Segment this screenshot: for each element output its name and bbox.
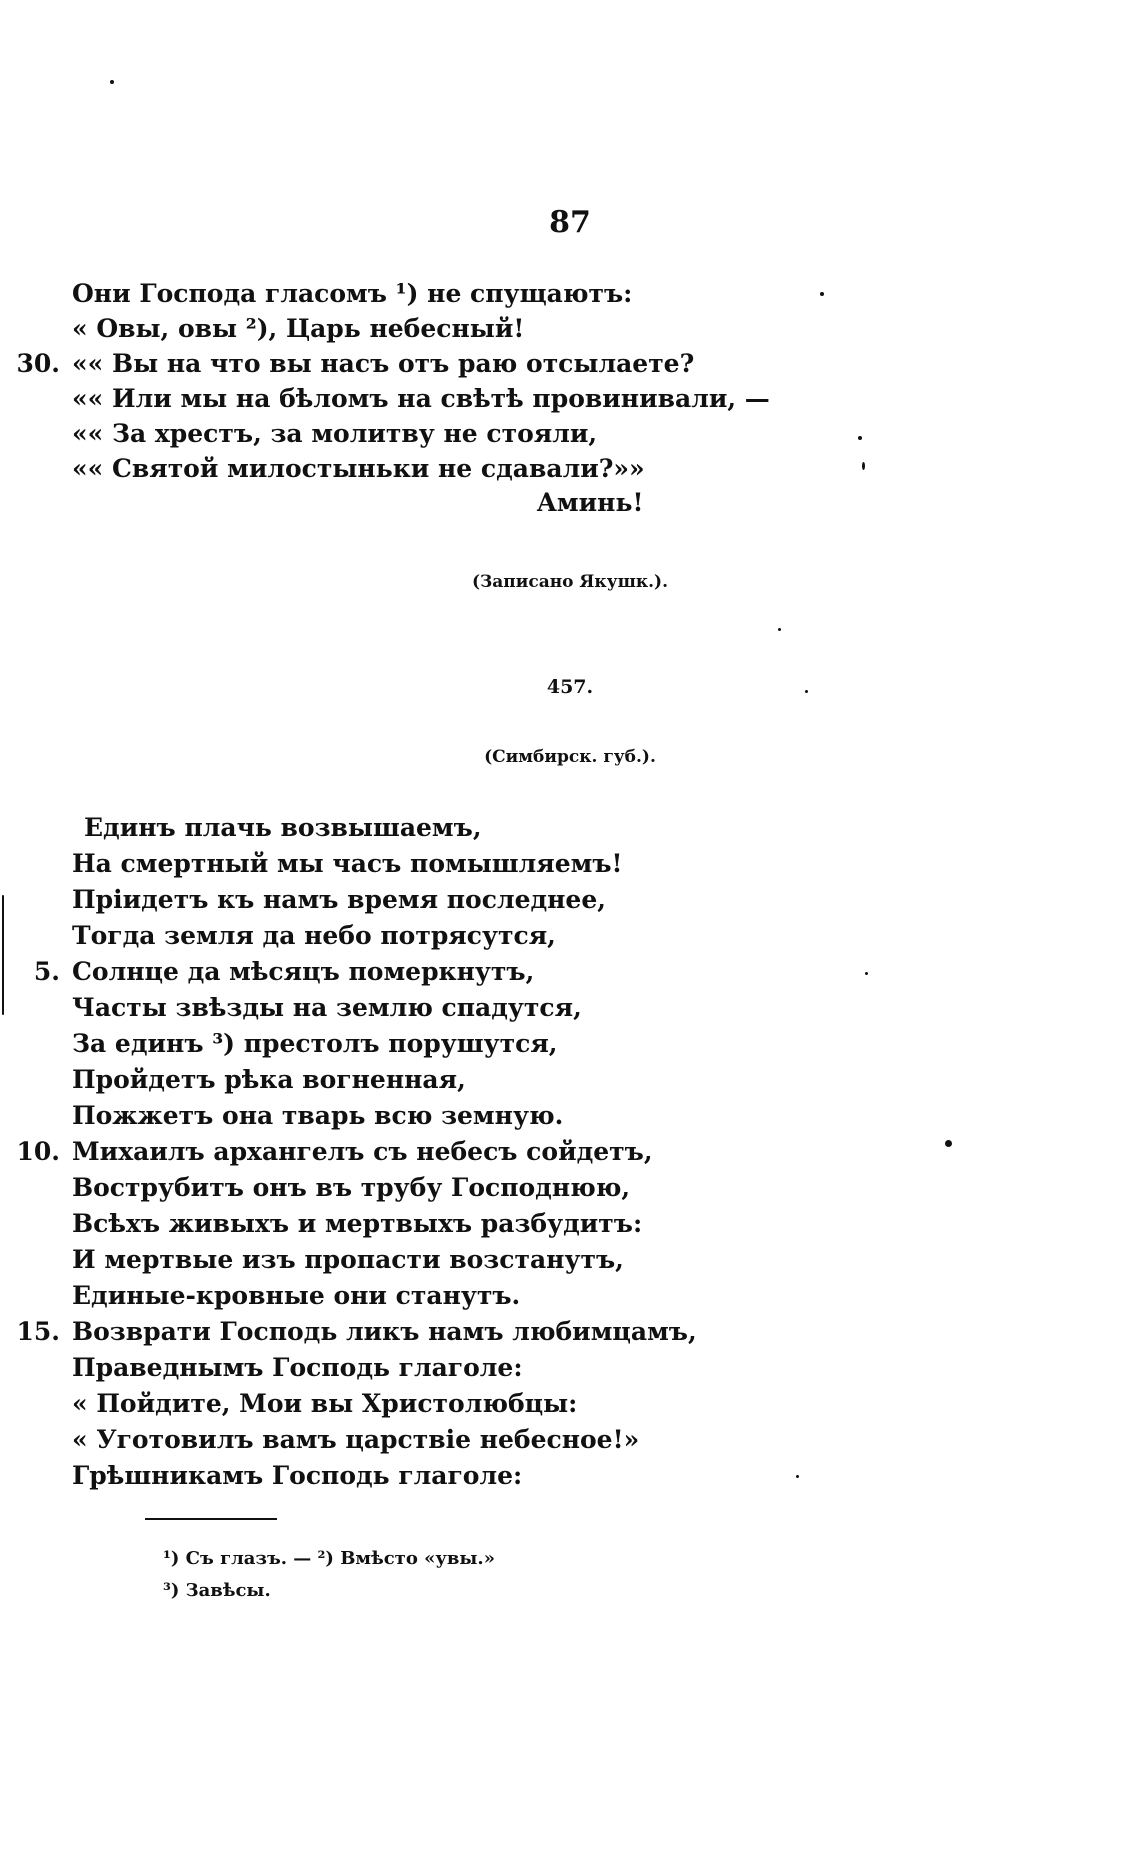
print-speck bbox=[796, 1475, 799, 1478]
verse-text: Пройдетъ рѣка вогненная, bbox=[72, 1065, 466, 1094]
print-speck bbox=[858, 436, 862, 440]
verse-text: Грѣшникамъ Господь глаголе: bbox=[72, 1461, 523, 1490]
line-number: 15. bbox=[16, 1317, 60, 1346]
verse-text: Пріидетъ къ намъ время последнее, bbox=[72, 885, 606, 914]
print-speck bbox=[945, 1140, 952, 1147]
verse-line bbox=[0, 810, 482, 846]
line-number: 10. bbox=[16, 1137, 60, 1166]
verse-text: И мертвые изъ пропасти возстанутъ, bbox=[72, 1245, 624, 1274]
verse-text: « Пойдите, Мои вы Христолюбцы: bbox=[72, 1389, 578, 1418]
verse-text: «« Вы на что вы насъ отъ раю отсылаете? bbox=[72, 349, 695, 378]
print-speck bbox=[865, 972, 868, 975]
verse-line bbox=[0, 1098, 563, 1134]
verse-line bbox=[0, 451, 645, 487]
verse-text: Вострубитъ онъ въ трубу Господнюю, bbox=[72, 1173, 631, 1202]
verse-text: Единые-кровные они станутъ. bbox=[72, 1281, 521, 1310]
line-number: 30. bbox=[16, 349, 60, 378]
verse-line bbox=[0, 1458, 522, 1494]
verse-line bbox=[0, 1134, 653, 1170]
margin-line bbox=[2, 895, 4, 1015]
verse-line bbox=[0, 1206, 642, 1242]
source-note: (Записано Якушк.). bbox=[471, 572, 668, 592]
verse-line bbox=[0, 1386, 577, 1422]
verse-text: «« Или мы на бѣломъ на свѣтѣ провинивали, — bbox=[72, 384, 770, 413]
verse-text: Всѣхъ живыхъ и мертвыхъ разбудитъ: bbox=[72, 1209, 643, 1238]
print-speck bbox=[805, 690, 808, 693]
verse-text: Пожжетъ она тварь всю земную. bbox=[72, 1101, 564, 1130]
verse-line bbox=[0, 990, 582, 1026]
print-speck bbox=[778, 628, 781, 631]
verse-line bbox=[0, 346, 694, 382]
verse-line bbox=[0, 1170, 630, 1206]
verse-line bbox=[0, 311, 524, 347]
verse-line bbox=[0, 1350, 523, 1386]
print-speck bbox=[862, 462, 865, 470]
province-note: (Симбирск. губ.). bbox=[484, 747, 656, 767]
verse-text: Праведнымъ Господь глаголе: bbox=[72, 1353, 523, 1382]
verse-text: «« Святой милостыньки не сдавали?»» bbox=[72, 454, 645, 483]
verse-line bbox=[0, 1278, 520, 1314]
verse-line bbox=[0, 1026, 558, 1062]
verse-text: Солнце да мѣсяцъ померкнутъ, bbox=[72, 957, 535, 986]
verse-line bbox=[0, 276, 632, 312]
verse-line bbox=[0, 1062, 466, 1098]
verse-text: Единъ плачь возвышаемъ, bbox=[84, 813, 482, 842]
verse-text: «« За хрестъ, за молитву не стояли, bbox=[72, 419, 598, 448]
footnote-rule bbox=[145, 1518, 277, 1520]
verse-line bbox=[0, 882, 606, 918]
verse-text: Тогда земля да небо потрясутся, bbox=[72, 921, 556, 950]
verse-text: Возврати Господь ликъ намъ любимцамъ, bbox=[72, 1317, 697, 1346]
verse-line bbox=[0, 918, 556, 954]
verse-text: Михаилъ архангелъ съ небесъ сойдетъ, bbox=[72, 1137, 653, 1166]
verse-line bbox=[0, 416, 597, 452]
poem-number: 457. bbox=[546, 676, 594, 698]
line-number: 5. bbox=[33, 957, 60, 986]
verse-text: За единъ ³) престолъ порушутся, bbox=[72, 1029, 558, 1058]
print-speck bbox=[820, 292, 824, 296]
amen-line: Аминь! bbox=[536, 488, 644, 517]
verse-line bbox=[0, 1314, 697, 1350]
footnote: ³) Завѣсы. bbox=[163, 1580, 271, 1601]
verse-line bbox=[0, 381, 770, 417]
verse-text: « Овы, овы ²), Царь небесный! bbox=[72, 314, 525, 343]
verse-line bbox=[0, 846, 623, 882]
verse-text: Часты звѣзды на землю спадутся, bbox=[72, 993, 582, 1022]
verse-text: На смертный мы часъ помышляемъ! bbox=[72, 849, 623, 878]
verse-text: « Уготовилъ вамъ царствіе небесное!» bbox=[72, 1425, 640, 1454]
footnote: ¹) Съ глазъ. — ²) Вмѣсто «увы.» bbox=[163, 1548, 495, 1569]
verse-text: Они Господа гласомъ ¹) не спущаютъ: bbox=[72, 279, 633, 308]
verse-line bbox=[0, 1422, 639, 1458]
print-speck bbox=[110, 80, 114, 84]
verse-line bbox=[0, 954, 534, 990]
page-number: 87 bbox=[549, 205, 591, 240]
verse-line bbox=[0, 1242, 624, 1278]
